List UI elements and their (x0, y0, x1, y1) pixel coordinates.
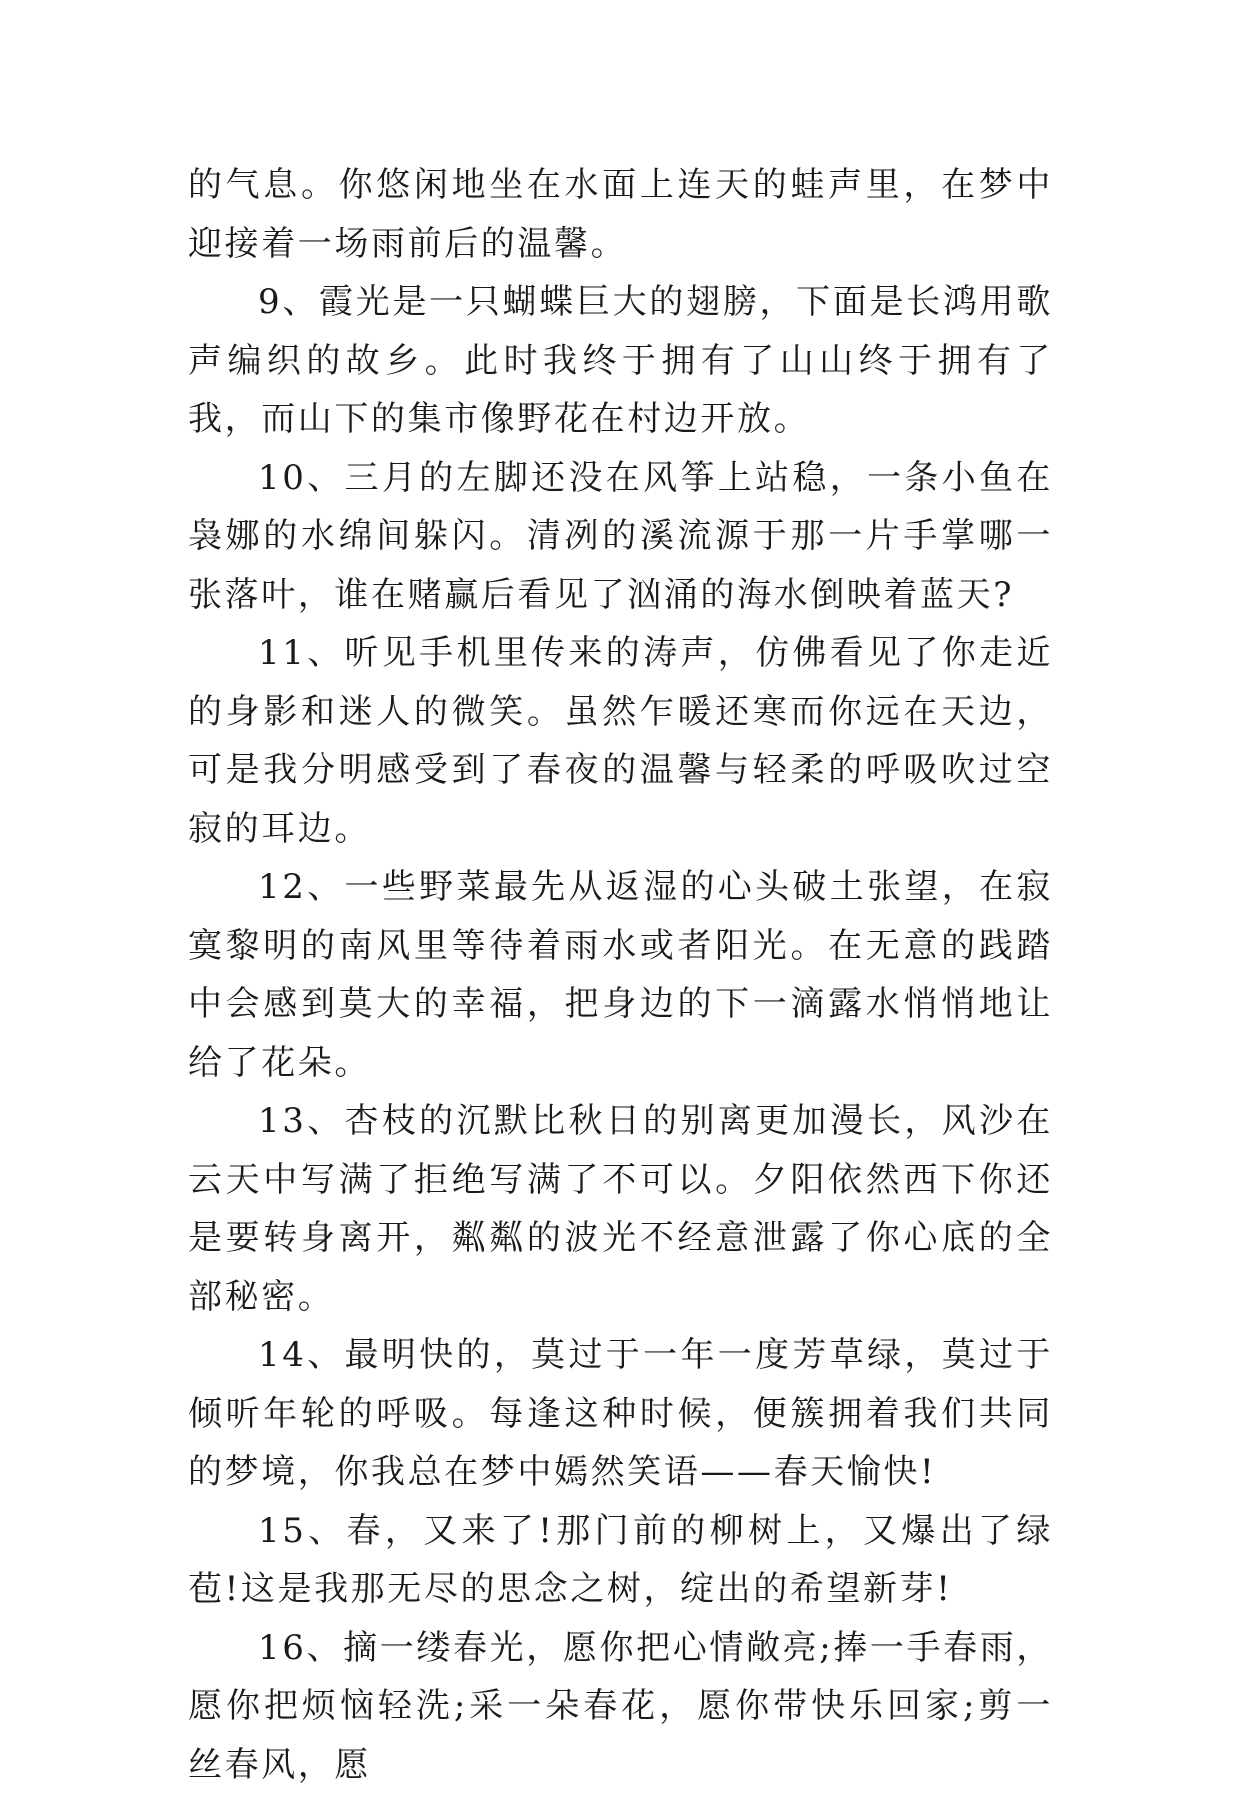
paragraph-item-11: 11、听见手机里传来的涛声，仿佛看见了你走近的身影和迷人的微笑。虽然乍暖还寒而你远在天边，可是我分明感受到了春夜的温馨与轻柔的呼吸吹过空寂的耳边。 (188, 624, 1053, 858)
paragraph-item-14: 14、最明快的，莫过于一年一度芳草绿，莫过于倾听年轮的呼吸。每逢这种时候，便簇拥着我们共同的梦境，你我总在梦中嫣然笑语——春天愉快! (188, 1326, 1053, 1502)
paragraph-item-15: 15、春，又来了!那门前的柳树上，又爆出了绿苞!这是我那无尽的思念之树，绽出的希望新芽! (188, 1502, 1053, 1619)
paragraph-item-10: 10、三月的左脚还没在风筝上站稳，一条小鱼在袅娜的水绵间躲闪。清冽的溪流源于那一片手掌哪一张落叶，谁在赌赢后看见了汹涌的海水倒映着蓝天? (188, 449, 1053, 625)
document-body (188, 156, 1053, 1794)
paragraph-item-13: 13、杏枝的沉默比秋日的别离更加漫长，风沙在云天中写满了拒绝写满了不可以。夕阳依然西下你还是要转身离开，粼粼的波光不经意泄露了你心底的全部秘密。 (188, 1092, 1053, 1326)
paragraph-item-9: 9、霞光是一只蝴蝶巨大的翅膀，下面是长鸿用歌声编织的故乡。此时我终于拥有了山山终于拥有了我，而山下的集市像野花在村边开放。 (188, 273, 1053, 449)
paragraph-continued: 的气息。你悠闲地坐在水面上连天的蛙声里，在梦中迎接着一场雨前后的温馨。 (188, 156, 1053, 273)
paragraph-item-16: 16、摘一缕春光，愿你把心情敞亮;捧一手春雨，愿你把烦恼轻洗;采一朵春花，愿你带快乐回家;剪一丝春风，愿 (188, 1619, 1053, 1794)
paragraph-item-12: 12、一些野菜最先从返湿的心头破土张望，在寂寞黎明的南风里等待着雨水或者阳光。在无意的践踏中会感到莫大的幸福，把身边的下一滴露水悄悄地让给了花朵。 (188, 858, 1053, 1092)
